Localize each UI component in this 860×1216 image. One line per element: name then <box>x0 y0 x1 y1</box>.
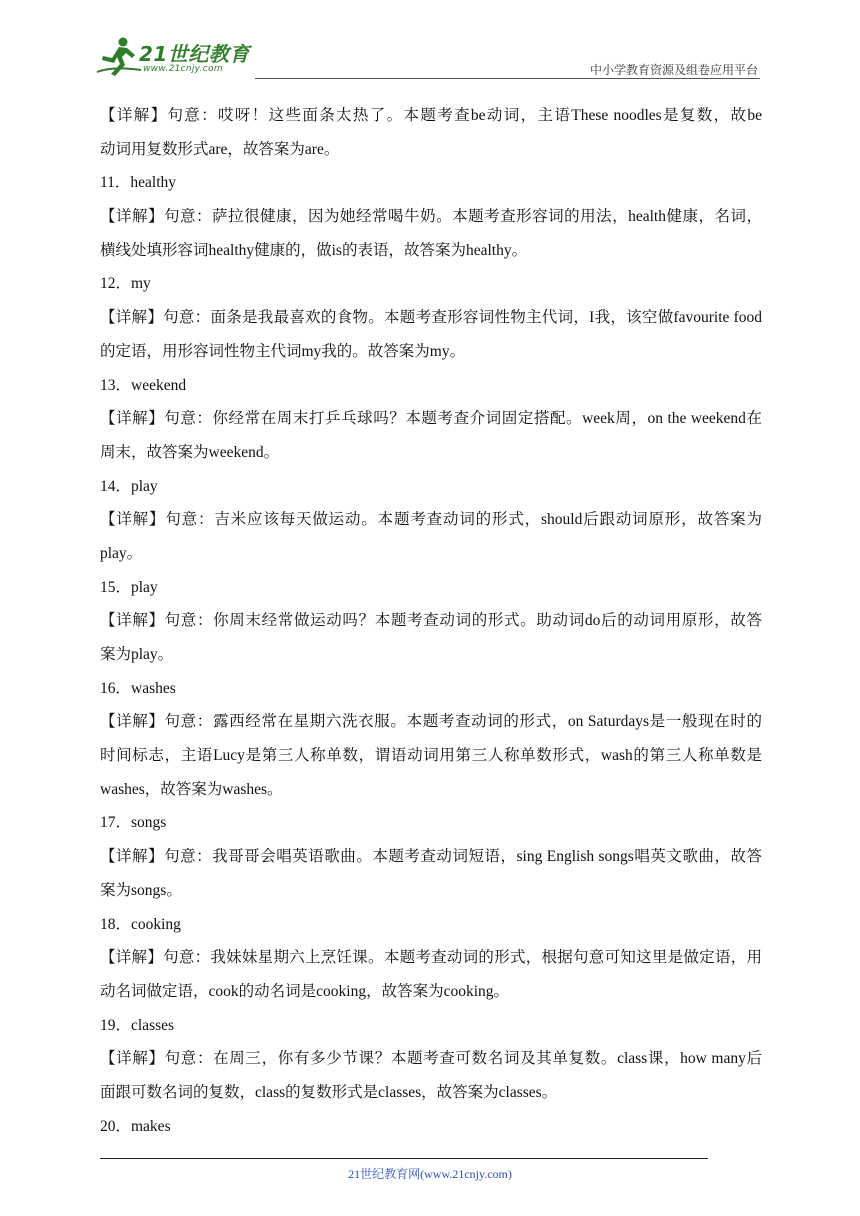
text-line: 面跟可数名词的复数，class的复数形式是classes，故答案为classes。 <box>100 1083 558 1101</box>
page-header <box>95 30 760 80</box>
answer-number: 17．songs <box>100 814 167 832</box>
answer-number: 16．washes <box>100 679 176 697</box>
text-line: 【详解】句意：面条是我最喜欢的食物。本题考查形容词性物主代词，I我，该空做favourite food <box>100 309 762 327</box>
text-line: 【详解】句意：我哥哥会唱英语歌曲。本题考查动词短语，sing English songs唱英文歌曲，故答 <box>100 848 762 866</box>
text-line: washes，故答案为washes。 <box>100 780 283 798</box>
logo-url: www.21cnjy.com <box>143 64 223 74</box>
site-logo[interactable] <box>95 36 265 76</box>
text-line: 【详解】句意：在周三，你有多少节课？本题考查可数名词及其单复数。class课，how many后 <box>100 1050 762 1068</box>
text-line: play。 <box>100 544 143 562</box>
footer-divider <box>100 1158 708 1159</box>
text-line: 的定语，用形容词性物主代词my我的。故答案为my。 <box>100 342 466 360</box>
answer-number: 18．cooking <box>100 915 181 933</box>
text-line: 动名词做定语，cook的动名词是cooking，故答案为cooking。 <box>100 982 510 1000</box>
running-figure-icon <box>95 36 145 78</box>
answer-number: 12．my <box>100 275 151 293</box>
answer-number: 15．play <box>100 578 158 596</box>
text-line: 【详解】句意：露西经常在星期六洗衣服。本题考查动词的形式，on Saturdays是一般现在时的 <box>100 713 762 731</box>
platform-title: 中小学教育资源及组卷应用平台 <box>589 63 758 77</box>
text-line: 【详解】句意：你经常在周末打乒乓球吗？本题考查介词固定搭配。week周，on the weekend在 <box>100 410 762 428</box>
answer-number: 13．weekend <box>100 376 187 394</box>
text-line: 【详解】句意：哎呀！这些面条太热了。本题考查be动词，主语These noodles是复数，故be <box>100 107 762 124</box>
text-line: 【详解】句意：我妹妹星期六上烹饪课。本题考查动词的形式，根据句意可知这里是做定语，用 <box>100 949 762 967</box>
text-line: 周末，故答案为weekend。 <box>100 443 280 461</box>
footer-link[interactable]: 21世纪教育网(www.21cnjy.com) <box>348 1167 512 1181</box>
answer-number: 11．healthy <box>100 174 177 192</box>
text-line: 案为play。 <box>100 646 174 663</box>
text-line: 横线处填形容词healthy健康的，做is的表语，故答案为healthy。 <box>100 241 528 259</box>
text-line: 动词用复数形式are，故答案为are。 <box>100 140 340 158</box>
text-line: 【详解】句意：你周末经常做运动吗？本题考查动词的形式。助动词do后的动词用原形，故答 <box>100 612 762 630</box>
answer-number: 19．classes <box>100 1016 175 1034</box>
text-line: 【详解】句意：吉米应该每天做运动。本题考查动词的形式，should后跟动词原形，故答案为 <box>100 511 762 529</box>
text-line: 【详解】句意：萨拉很健康，因为她经常喝牛奶。本题考查形容词的用法，health健康，名词， <box>100 208 763 226</box>
text-line: 案为songs。 <box>100 881 182 899</box>
answer-content <box>100 99 762 1143</box>
answer-number: 14．play <box>100 477 158 495</box>
logo-text: 21世纪教育 <box>139 42 250 66</box>
text-line: 时间标志，主语Lucy是第三人称单数，谓语动词用第三人称单数形式，wash的第三人称单数是 <box>100 747 762 765</box>
answer-number: 20．makes <box>100 1117 171 1135</box>
header-divider <box>255 78 760 79</box>
